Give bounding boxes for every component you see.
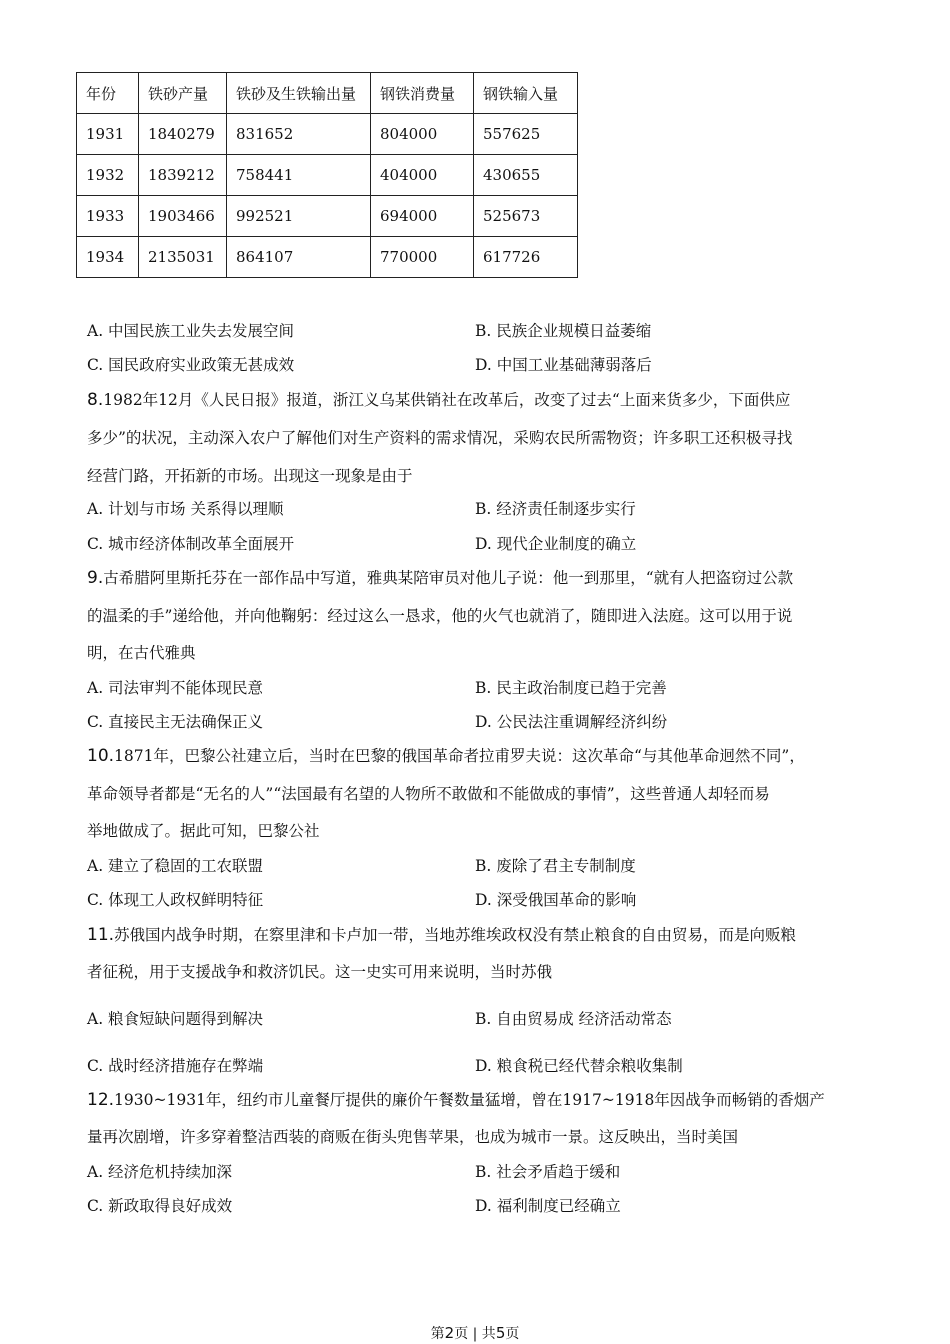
q12-stem-line [87, 1089, 825, 1111]
page-number: 2 [444, 1324, 455, 1342]
q12-option-c: C. 新政取得良好成效 [87, 1197, 233, 1215]
stem-text: 1871年，巴黎公社建立后，当时在巴黎的俄国革命者拉甫罗夫说：这次革命“与其他革命迥然不同”， [114, 747, 805, 765]
header-cell: 钢铁输入量 [474, 73, 578, 114]
table-cell: 2135031 [139, 237, 227, 278]
table-cell: 864107 [227, 237, 371, 278]
table-row [77, 114, 578, 155]
table-cell: 525673 [474, 196, 578, 237]
question-number: 11. [87, 925, 115, 945]
q10-option-b: B. 废除了君主专制制度 [475, 857, 636, 875]
q8-option-d: D. 现代企业制度的确立 [475, 535, 637, 553]
stem-text: 1982年12月《人民日报》报道，浙江义乌某供销社在改革后，改变了过去“上面来货多少，下面供应 [103, 391, 791, 409]
q11-option-d: D. 粮食税已经代替余粮收集制 [475, 1057, 683, 1075]
q10-stem-line: 举地做成了。据此可知，巴黎公社 [87, 822, 320, 840]
table-cell: 430655 [474, 155, 578, 196]
q10-stem-line: 革命领导者都是“无名的人”“法国最有名望的人物所不敢做和不能做成的事情”，这些普通人却轻而易 [87, 785, 770, 803]
table-cell: 831652 [227, 114, 371, 155]
q7-option-c: C. 国民政府实业政策无甚成效 [87, 356, 295, 374]
q7-option-d: D. 中国工业基础薄弱落后 [475, 356, 652, 374]
q9-stem-line [87, 567, 793, 589]
q10-option-d: D. 深受俄国革命的影响 [475, 891, 637, 909]
footer-text: 页 [505, 1326, 520, 1342]
header-cell: 铁砂及生铁输出量 [227, 73, 371, 114]
table-cell: 770000 [371, 237, 474, 278]
q10-option-a: A. 建立了稳固的工农联盟 [87, 857, 264, 875]
q10-stem-line [87, 745, 805, 767]
table-cell: 1932 [77, 155, 139, 196]
header-cell: 年份 [77, 73, 139, 114]
question-number: 8. [87, 390, 104, 410]
q9-option-c: C. 直接民主无法确保正义 [87, 713, 264, 731]
q9-option-a: A. 司法审判不能体现民意 [87, 679, 264, 697]
page-footer [0, 1323, 950, 1343]
table-header-row [77, 73, 578, 114]
page-total: 5 [495, 1324, 506, 1342]
q9-stem-line: 的温柔的手”递给他，并向他鞠躬：经过这么一恳求，他的火气也就消了，随即进入法庭。这可以用于说 [87, 607, 793, 625]
table-cell: 992521 [227, 196, 371, 237]
table-cell: 1839212 [139, 155, 227, 196]
table-cell: 758441 [227, 155, 371, 196]
q9-option-b: B. 民主政治制度已趋于完善 [475, 679, 667, 697]
q8-option-c: C. 城市经济体制改革全面展开 [87, 535, 295, 553]
question-number: 9. [87, 568, 104, 588]
stem-text: 古希腊阿里斯托芬在一部作品中写道，雅典某陪审员对他儿子说：他一到那里，“就有人把盗窃过公款 [103, 569, 794, 587]
q10-option-c: C. 体现工人政权鲜明特征 [87, 891, 264, 909]
table-cell: 804000 [371, 114, 474, 155]
q11-stem-line [87, 924, 796, 946]
table-cell: 1840279 [139, 114, 227, 155]
footer-text: 页 | 共 [454, 1326, 496, 1342]
q12-option-d: D. 福利制度已经确立 [475, 1197, 621, 1215]
q8-stem-line: 经营门路，开拓新的市场。出现这一现象是由于 [87, 467, 413, 485]
table-cell: 1931 [77, 114, 139, 155]
table-cell: 404000 [371, 155, 474, 196]
q11-stem-line: 者征税，用于支援战争和救济饥民。这一史实可用来说明，当时苏俄 [87, 963, 553, 981]
table-cell: 694000 [371, 196, 474, 237]
iron-steel-table [76, 72, 578, 278]
table-cell: 1934 [77, 237, 139, 278]
q7-option-b: B. 民族企业规模日益萎缩 [475, 322, 652, 340]
table-row [77, 196, 578, 237]
q7-option-a: A. 中国民族工业失去发展空间 [87, 322, 295, 340]
stem-text: 1930~1931年，纽约市儿童餐厅提供的廉价午餐数量猛增，曾在1917~1918年因战争而畅销的香烟产 [114, 1091, 825, 1109]
q9-stem-line: 明，在古代雅典 [87, 644, 196, 662]
table-cell: 1903466 [139, 196, 227, 237]
table-cell: 557625 [474, 114, 578, 155]
q12-option-b: B. 社会矛盾趋于缓和 [475, 1163, 621, 1181]
q11-option-c: C. 战时经济措施存在弊端 [87, 1057, 264, 1075]
q12-stem-line: 量再次剧增，许多穿着整洁西装的商贩在街头兜售苹果，也成为城市一景。这反映出，当时美国 [87, 1128, 739, 1146]
footer-text: 第 [430, 1326, 445, 1342]
table-cell: 1933 [77, 196, 139, 237]
q8-stem-line: 多少”的状况，主动深入农户了解他们对生产资料的需求情况，采购农民所需物资；许多职工还积极寻找 [87, 429, 793, 447]
q9-option-d: D. 公民法注重调解经济纠纷 [475, 713, 668, 731]
table-cell: 617726 [474, 237, 578, 278]
q8-option-a: A. 计划与市场 关系得以理顺 [87, 500, 284, 518]
header-cell: 钢铁消费量 [371, 73, 474, 114]
q11-option-b: B. 自由贸易成 经济活动常态 [475, 1010, 672, 1028]
question-number: 12. [87, 1090, 115, 1110]
q8-option-b: B. 经济责任制逐步实行 [475, 500, 636, 518]
q12-option-a: A. 经济危机持续加深 [87, 1163, 233, 1181]
stem-text: 苏俄国内战争时期，在察里津和卡卢加一带，当地苏维埃政权没有禁止粮食的自由贸易，而是向贩粮 [114, 926, 797, 944]
q11-option-a: A. 粮食短缺问题得到解决 [87, 1010, 264, 1028]
table-row [77, 155, 578, 196]
question-number: 10. [87, 746, 115, 766]
q8-stem-line [87, 389, 790, 411]
header-cell: 铁砂产量 [139, 73, 227, 114]
table-row [77, 237, 578, 278]
